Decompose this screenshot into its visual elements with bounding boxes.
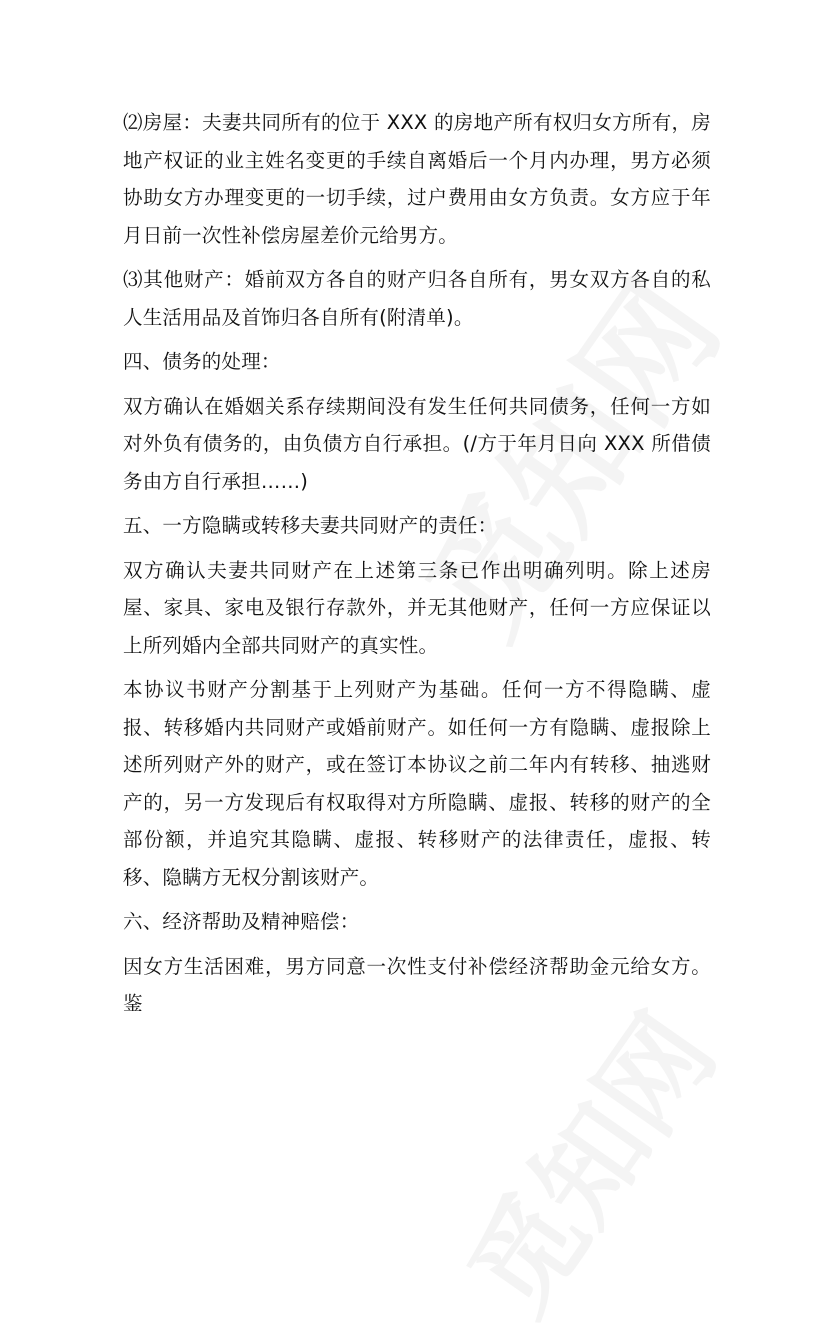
paragraph-house-clause: ⑵房屋：夫妻共同所有的位于 XXX 的房地产所有权归女方所有，房地产权证的业主姓名变更的手续自离婚后一个月内办理，男方必须协助女方办理变更的一切手续，过户费用由女方负责。女方应于年月日前一次性补偿房屋差价元给男方。 xyxy=(123,111,711,247)
heading-economic-help-compensation: 六、经济帮助及精神赔偿： xyxy=(123,910,360,933)
paragraph-property-division-basis: 本协议书财产分割基于上列财产为基础。任何一方不得隐瞒、虚报、转移婚内共同财产或婚前财产。如任何一方有隐瞒、虚报除上述所列财产外的财产，或在签订本协议之前二年内有转移、抽逃财产的，另一方发现后有权取得对方所隐瞒、虚报、转移的财产的全部份额，并追究其隐瞒、虚报、转移财产的法律责任，虚报、转移、隐瞒方无权分割该财产。 xyxy=(123,678,711,889)
heading-debt-handling: 四、债务的处理： xyxy=(123,350,281,373)
watermark-logo-bottom xyxy=(426,979,745,1339)
paragraph-debt-clause: 双方确认在婚姻关系存续期间没有发生任何共同债务，任何一方如对外负有债务的，由负债方自行承担。(/方于年月日向 XXX 所借债务由方自行承担……) xyxy=(123,394,711,493)
paragraph-economic-help: 因女方生活困难，男方同意一次性支付补偿经济帮助金元给女方。鉴 xyxy=(123,954,711,1015)
paragraph-joint-property-confirmation: 双方确认夫妻共同财产在上述第三条已作出明确列明。除上述房屋、家具、家电及银行存款外，并无其他财产，任何一方应保证以上所列婚内全部共同财产的真实性。 xyxy=(123,558,711,657)
document-body xyxy=(123,104,711,1030)
heading-concealment-liability: 五、一方隐瞒或转移夫妻共同财产的责任： xyxy=(123,514,498,537)
paragraph-other-property-clause: ⑶其他财产：婚前双方各自的财产归各自所有，男女双方各自的私人生活用品及首饰归各自所有(附清单)。 xyxy=(123,268,711,329)
